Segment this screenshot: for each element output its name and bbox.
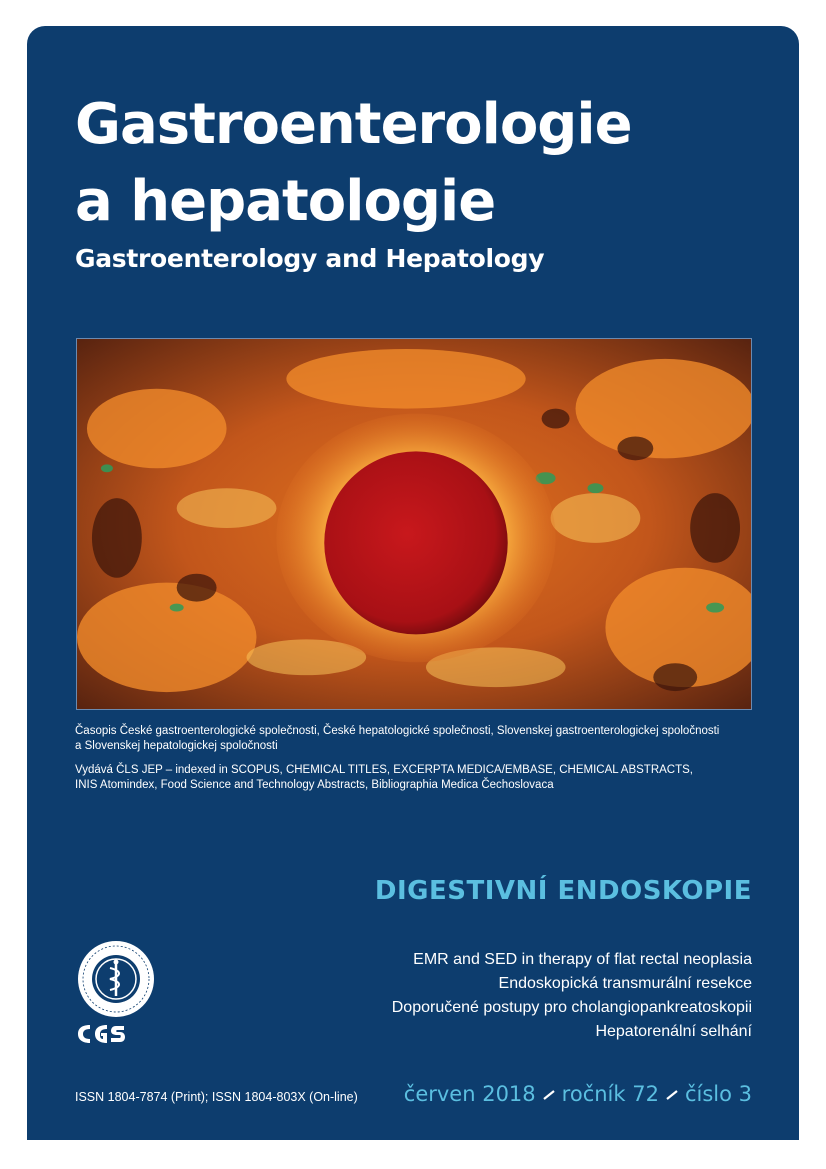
microscopy-image <box>77 339 751 709</box>
journal-subtitle: Gastroenterology and Hepatology <box>75 244 545 273</box>
topic-item: Endoskopická transmurální resekce <box>498 975 752 992</box>
society-info-line2: a Slovenskej hepatologickej spoločnosti <box>75 740 278 752</box>
issue-info <box>404 1082 752 1106</box>
topic-item: EMR and SED in therapy of flat rectal neoplasia <box>413 951 752 968</box>
topics-list <box>392 948 752 1044</box>
society-seal-logo <box>75 938 157 1020</box>
topic-item: Hepatorenální selhání <box>595 1023 752 1040</box>
topic-item: Doporučené postupy pro cholangiopankreatoskopii <box>391 999 752 1016</box>
issn: ISSN 1804-7874 (Print); ISSN 1804-803X (On-line) <box>75 1090 358 1104</box>
separator-slash-icon <box>542 1087 556 1101</box>
issue-month-year: červen 2018 <box>403 1082 536 1106</box>
separator-slash-icon <box>665 1087 679 1101</box>
journal-cover <box>27 26 799 1140</box>
journal-title-line2: a hepatologie <box>75 169 496 234</box>
indexing-info-line2: INIS Atomindex, Food Science and Technology Abstracts, Bibliographia Medica Čechoslovaca <box>75 779 554 791</box>
issue-volume: ročník 72 <box>561 1082 659 1106</box>
journal-title-line1: Gastroenterologie <box>75 92 632 157</box>
issue-theme: DIGESTIVNÍ ENDOSKOPIE <box>374 876 752 906</box>
cover-image <box>76 338 752 710</box>
cgs-logo <box>74 1021 128 1047</box>
society-info-line1: Časopis České gastroenterologické společnosti, České hepatologické společnosti, Slovenskej gastroenterologickej spoločnosti <box>75 725 720 737</box>
indexing-info-line1: Vydává ČLS JEP – indexed in SCOPUS, CHEMICAL TITLES, EXCERPTA MEDICA/EMBASE, CHEMICAL ABSTRACTS, <box>75 764 694 776</box>
society-info <box>75 724 765 754</box>
issue-number: číslo 3 <box>684 1082 752 1106</box>
journal-title <box>75 86 632 240</box>
indexing-info <box>75 763 765 793</box>
